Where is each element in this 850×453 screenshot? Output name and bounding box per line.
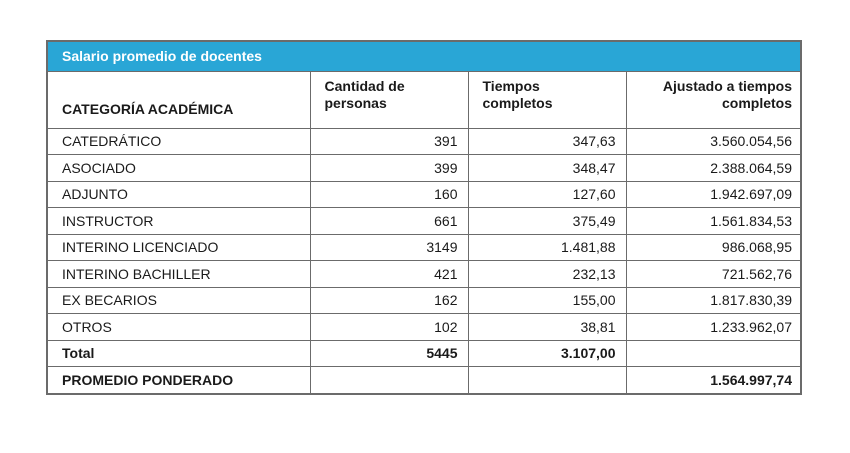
cell-adjusted: 721.562,76 [626, 261, 802, 288]
cell-adjusted: 1.233.962,07 [626, 314, 802, 341]
cell-fulltime: 348,47 [468, 155, 626, 182]
weighted-average-row [48, 367, 802, 394]
cell-category: ASOCIADO [48, 155, 310, 182]
total-adjusted [626, 340, 802, 367]
cell-fulltime: 38,81 [468, 314, 626, 341]
table-title: Salario promedio de docentes [48, 42, 800, 72]
cell-adjusted: 986.068,95 [626, 234, 802, 261]
table-row [48, 234, 802, 261]
salary-table [46, 40, 802, 395]
cell-category: INTERINO LICENCIADO [48, 234, 310, 261]
cell-adjusted: 2.388.064,59 [626, 155, 802, 182]
cell-category: OTROS [48, 314, 310, 341]
cell-count: 421 [310, 261, 468, 288]
table-row [48, 261, 802, 288]
total-fulltime: 3.107,00 [468, 340, 626, 367]
cell-count: 3149 [310, 234, 468, 261]
cell-count: 102 [310, 314, 468, 341]
weighted-count [310, 367, 468, 394]
table-row [48, 181, 802, 208]
cell-adjusted: 1.561.834,53 [626, 208, 802, 235]
total-label: Total [48, 340, 310, 367]
cell-count: 160 [310, 181, 468, 208]
cell-category: CATEDRÁTICO [48, 128, 310, 155]
cell-adjusted: 1.817.830,39 [626, 287, 802, 314]
cell-fulltime: 1.481,88 [468, 234, 626, 261]
cell-category: INTERINO BACHILLER [48, 261, 310, 288]
total-row [48, 340, 802, 367]
cell-fulltime: 375,49 [468, 208, 626, 235]
cell-fulltime: 347,63 [468, 128, 626, 155]
cell-count: 162 [310, 287, 468, 314]
table-row [48, 208, 802, 235]
cell-category: ADJUNTO [48, 181, 310, 208]
cell-adjusted: 3.560.054,56 [626, 128, 802, 155]
cell-category: EX BECARIOS [48, 287, 310, 314]
cell-category: INSTRUCTOR [48, 208, 310, 235]
weighted-label: PROMEDIO PONDERADO [48, 367, 310, 394]
cell-fulltime: 155,00 [468, 287, 626, 314]
header-count: Cantidad de personas [310, 72, 468, 128]
cell-fulltime: 232,13 [468, 261, 626, 288]
header-adjusted: Ajustado a tiempos completos [626, 72, 802, 128]
table-row [48, 314, 802, 341]
weighted-fulltime [468, 367, 626, 394]
cell-fulltime: 127,60 [468, 181, 626, 208]
table-row [48, 287, 802, 314]
total-count: 5445 [310, 340, 468, 367]
weighted-adjusted: 1.564.997,74 [626, 367, 802, 394]
cell-count: 391 [310, 128, 468, 155]
table-row [48, 128, 802, 155]
table-row [48, 155, 802, 182]
cell-count: 399 [310, 155, 468, 182]
data-table [48, 72, 802, 393]
cell-count: 661 [310, 208, 468, 235]
header-row [48, 72, 802, 128]
header-category: CATEGORÍA ACADÉMICA [48, 72, 310, 128]
cell-adjusted: 1.942.697,09 [626, 181, 802, 208]
header-fulltime: Tiempos completos [468, 72, 626, 128]
